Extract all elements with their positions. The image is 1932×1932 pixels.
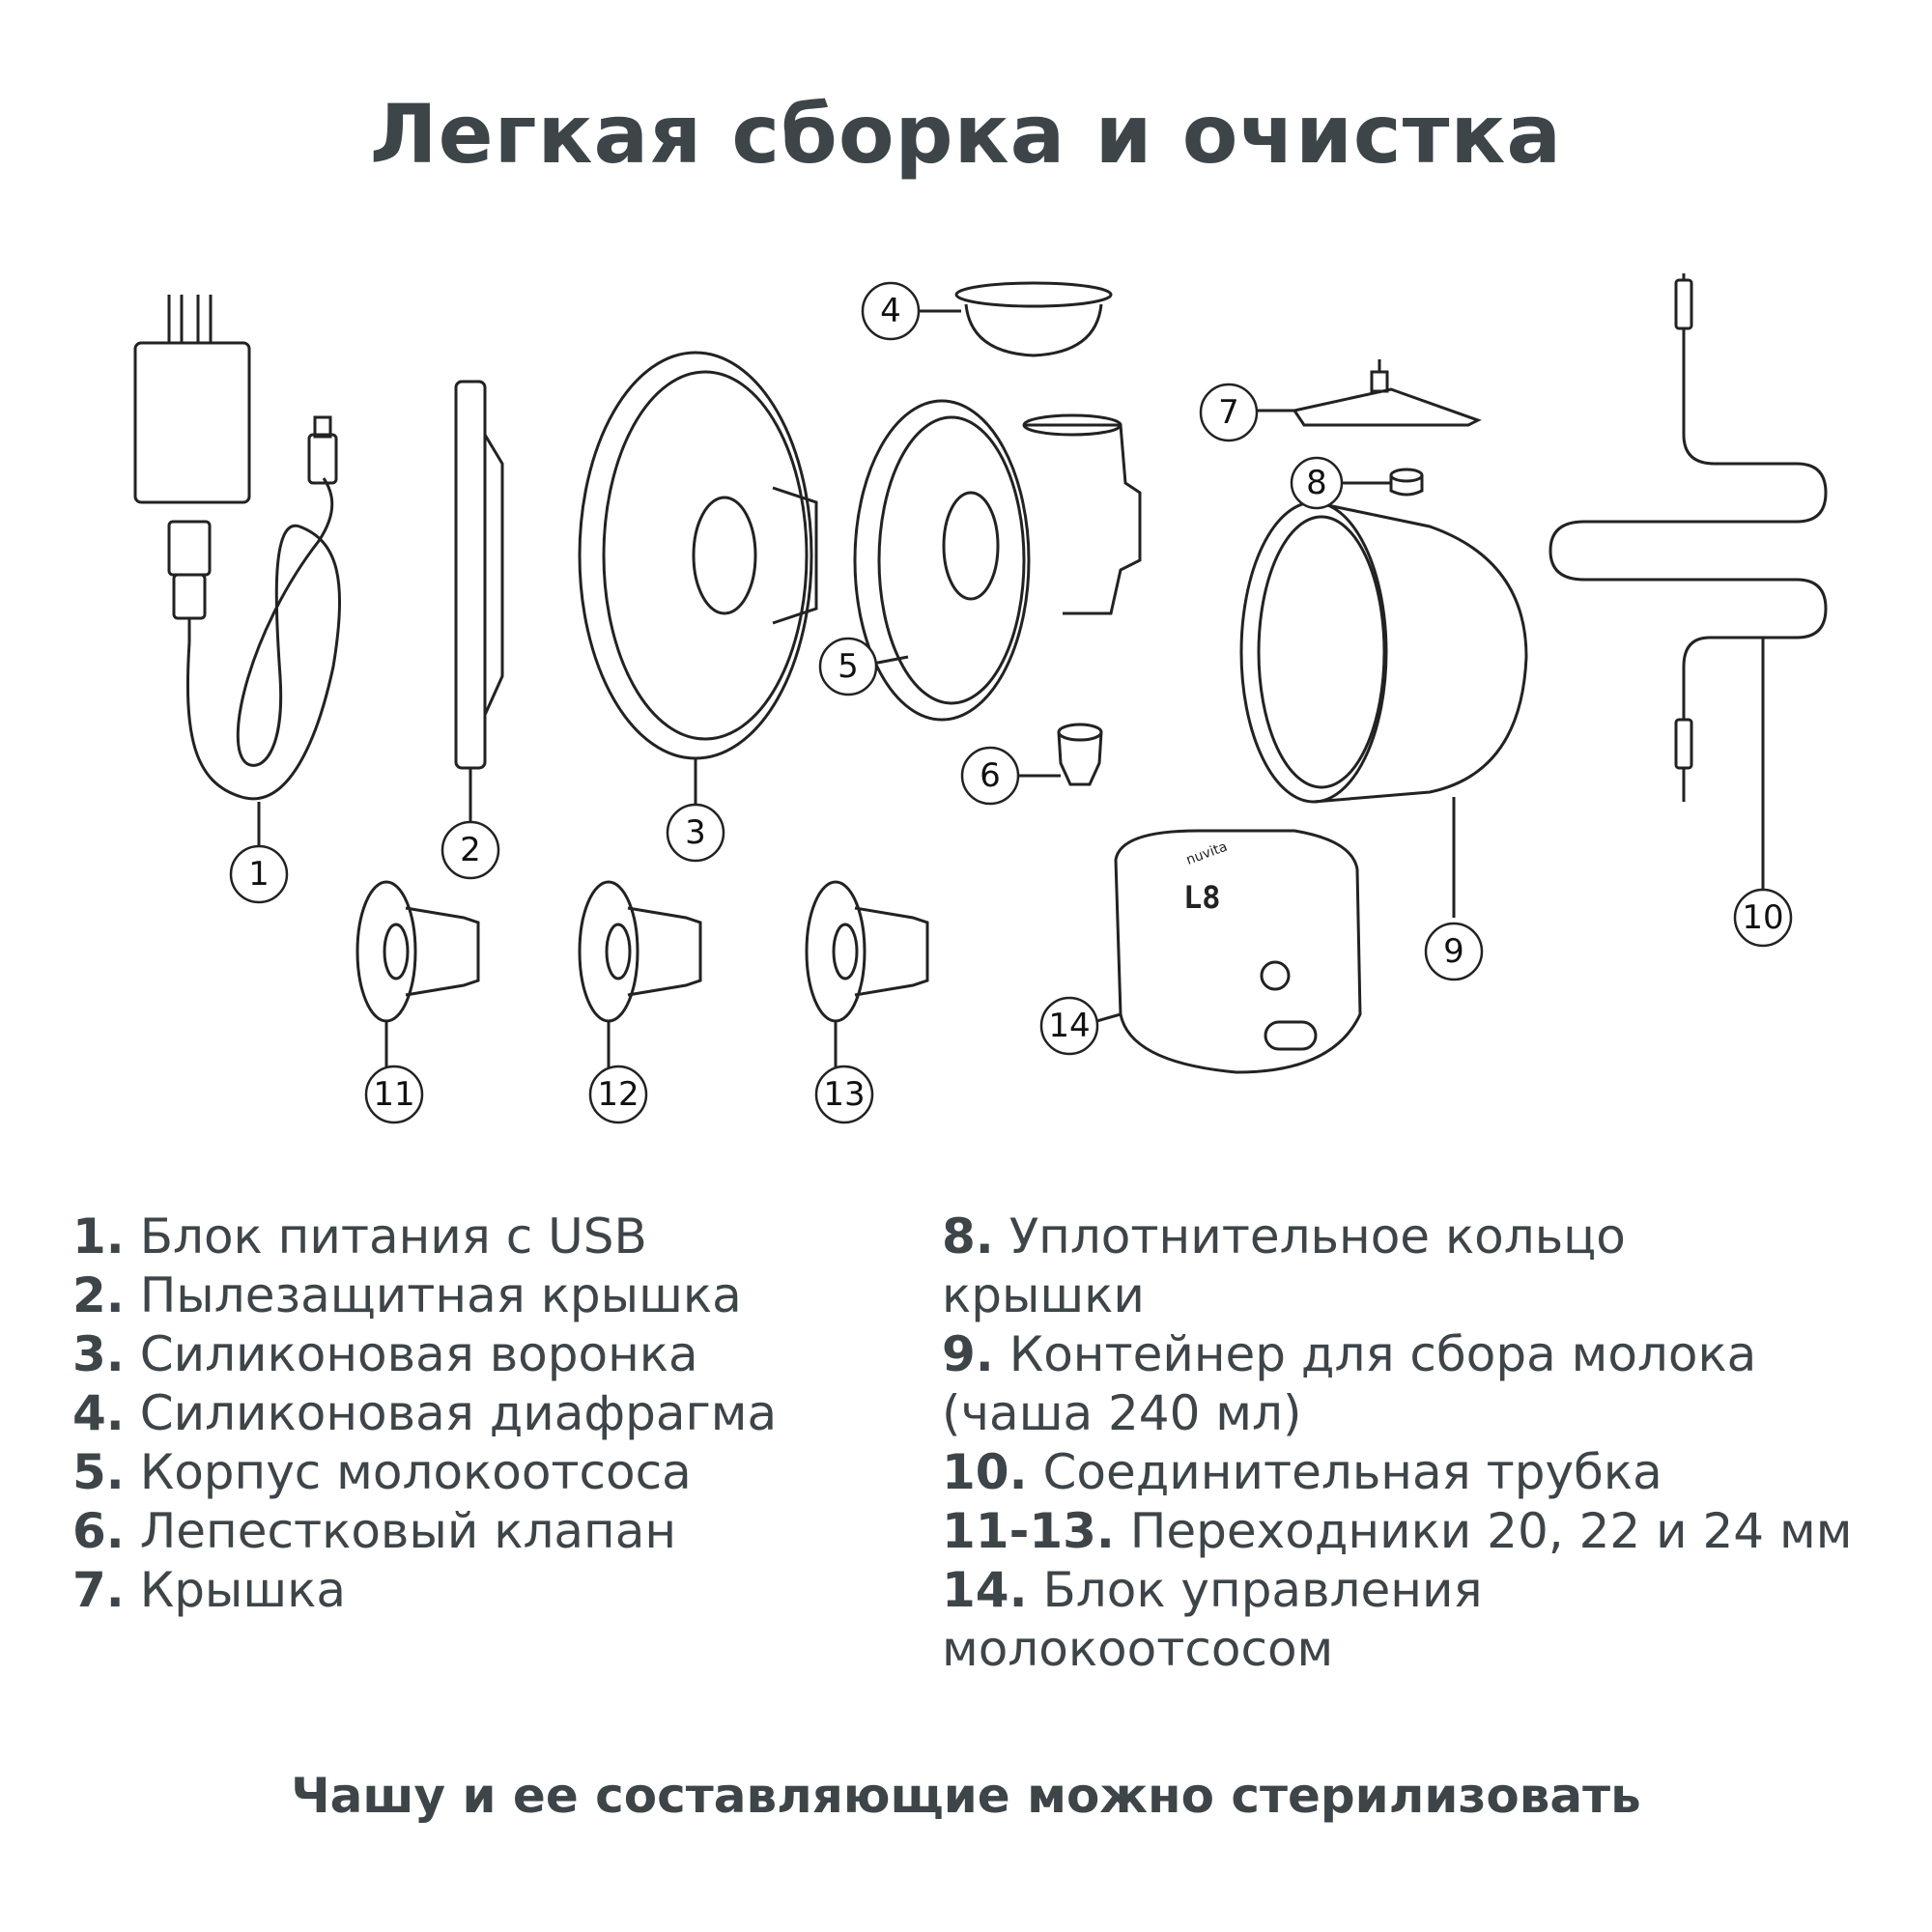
page-title: Легкая сборка и очистка	[369, 87, 1563, 182]
svg-text:4: 4	[880, 292, 901, 330]
adapter-22mm-icon	[580, 882, 700, 1067]
svg-text:1: 1	[248, 855, 270, 894]
legend-item: 4. Силиконовая диафрагма	[72, 1385, 778, 1441]
connecting-tube-icon	[1550, 273, 1826, 898]
svg-text:11: 11	[373, 1075, 415, 1114]
svg-text:14: 14	[1048, 1007, 1091, 1045]
parts-legend-right	[942, 1208, 1852, 1679]
sealing-ring-icon	[1333, 469, 1422, 495]
parts-legend-left	[72, 1208, 777, 1620]
legend-item: 11-13. Переходники 20, 22 и 24 мм	[942, 1503, 1853, 1559]
legend-item: 1. Блок питания с USB	[72, 1208, 647, 1264]
legend-item: 14. Блок управления	[942, 1562, 1483, 1618]
silicone-funnel-icon	[580, 353, 816, 807]
svg-text:8: 8	[1306, 464, 1327, 502]
svg-text:10: 10	[1742, 898, 1784, 937]
svg-text:3: 3	[685, 813, 706, 852]
pump-body-icon	[855, 401, 1140, 720]
legend-item-continuation: молокоотсосом	[942, 1621, 1334, 1677]
svg-text:2: 2	[460, 831, 481, 869]
legend-item: 8. Уплотнительное кольцо	[942, 1208, 1626, 1264]
legend-item-continuation: крышки	[942, 1267, 1145, 1323]
svg-text:7: 7	[1218, 393, 1239, 432]
legend-item-continuation: (чаша 240 мл)	[942, 1385, 1302, 1441]
callout-13	[816, 1066, 872, 1122]
callout-1	[231, 846, 287, 902]
petal-valve-icon	[1014, 724, 1101, 784]
lid-icon	[1258, 359, 1478, 425]
callout-5	[820, 639, 876, 695]
callout-9	[1426, 923, 1482, 980]
callout-6	[962, 748, 1018, 804]
callout-3	[668, 805, 724, 861]
svg-text:12: 12	[597, 1075, 639, 1114]
milk-container-icon	[1241, 502, 1526, 918]
svg-text:5: 5	[838, 647, 859, 686]
legend-item: 3. Силиконовая воронка	[72, 1326, 698, 1382]
dust-cover-icon	[456, 382, 502, 826]
sterilization-note: Чашу и ее составляющие можно стерилизовать	[291, 1768, 1641, 1824]
device-brand: nuvita	[1183, 838, 1230, 868]
silicone-diaphragm-icon	[918, 283, 1111, 355]
svg-text:13: 13	[823, 1075, 866, 1114]
callout-11	[366, 1066, 422, 1122]
control-unit-icon	[1087, 831, 1360, 1072]
legend-item: 6. Лепестковый клапан	[72, 1503, 677, 1559]
callout-4	[863, 283, 919, 339]
adapter-24mm-icon	[807, 882, 927, 1067]
svg-text:6: 6	[980, 756, 1001, 795]
legend-item: 9. Контейнер для сбора молока	[942, 1326, 1757, 1382]
callout-14	[1041, 998, 1097, 1054]
legend-item: 2. Пылезащитная крышка	[72, 1267, 742, 1323]
callout-2	[442, 822, 498, 878]
legend-item: 5. Корпус молокоотсоса	[72, 1444, 692, 1500]
power-adapter-icon	[135, 295, 340, 845]
legend-item: 10. Соединительная трубка	[942, 1444, 1662, 1500]
callout-10	[1735, 890, 1791, 946]
callout-8	[1292, 458, 1342, 508]
legend-item: 7. Крышка	[72, 1562, 346, 1618]
svg-text:9: 9	[1443, 932, 1464, 971]
callout-7	[1201, 384, 1257, 440]
callout-12	[590, 1066, 646, 1122]
device-readout: L8	[1183, 879, 1221, 916]
adapter-20mm-icon	[357, 882, 478, 1067]
